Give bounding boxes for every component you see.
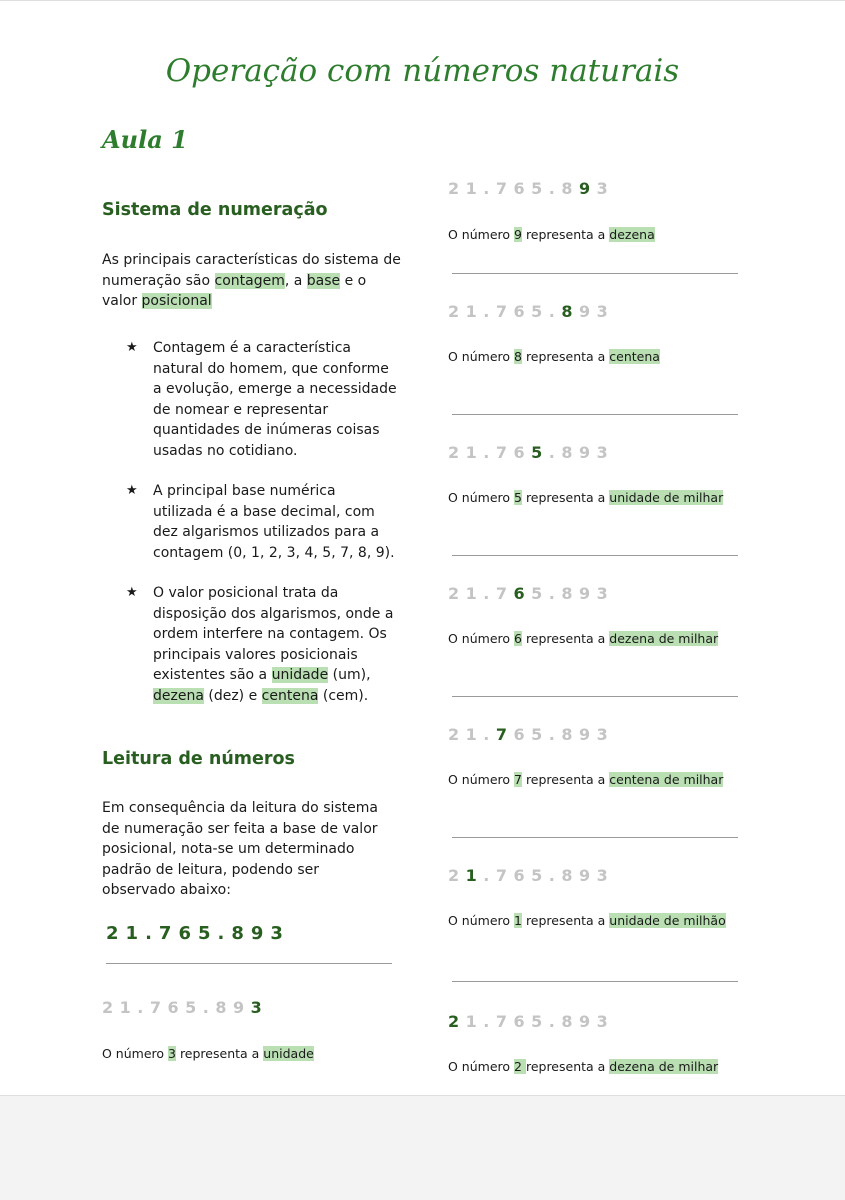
highlight-position-label: unidade [263,1046,314,1061]
digit: 7 [149,998,168,1017]
divider [452,837,738,838]
highlight-digit: 2 [514,1059,526,1074]
highlight-position-label: dezena de milhar [609,1059,719,1074]
digit: 7 [495,725,514,744]
position-description [448,349,660,364]
section-heading-reading: Leitura de números [102,749,295,769]
digit-separator: . [483,584,496,603]
digit: 2 [448,584,466,603]
digit: 2 [448,1012,466,1031]
digit: 5 [531,866,549,885]
full-number [106,923,290,944]
digit: 7 [495,443,514,462]
position-description [448,227,655,242]
digit: 3 [596,1012,615,1031]
digit: 1 [465,179,484,198]
divider [106,963,392,964]
digit: 3 [596,866,615,885]
intro-paragraph [102,250,402,312]
digit: 3 [596,584,615,603]
number-display [448,866,614,885]
digit-separator: . [483,1012,496,1031]
highlight-unidade: unidade [271,667,329,684]
digit: 5 [531,443,549,462]
digit: 2 [448,179,466,198]
bullet-text-part: (cem). [318,687,369,704]
digit: 9 [579,443,597,462]
digit: 6 [513,584,532,603]
digit: 5 [197,923,218,944]
phrase-text: representa a [521,349,610,364]
digit: 2 [448,443,466,462]
digit: 7 [495,584,514,603]
highlight-digit: 9 [514,227,522,242]
position-description [448,490,723,505]
number-display [448,302,614,321]
number-display [448,179,614,198]
bullet-text [153,583,398,707]
digit: 2 [106,923,126,944]
divider [452,696,738,697]
number-display [448,443,614,462]
number-display [448,1012,614,1031]
phrase-text: O número [448,631,515,646]
digit: 1 [125,923,146,944]
phrase-text: O número [448,772,515,787]
highlight-position-label: centena [609,349,660,364]
digit: 1 [465,725,484,744]
highlight-posicional: posicional [141,293,212,310]
phrase-text: representa a [521,772,610,787]
digit: 3 [596,443,615,462]
digit: 9 [579,866,597,885]
highlight-digit: 1 [514,913,522,928]
digit: 7 [495,1012,514,1031]
divider [452,273,738,274]
highlight-position-label: centena de milhar [609,772,724,787]
phrase-text: representa a [521,490,610,505]
highlight-digit: 6 [514,631,522,646]
bullet-item [126,338,397,462]
number-display [102,998,268,1017]
highlight-dezena: dezena [153,687,204,704]
digit: 7 [158,923,179,944]
digit: 9 [579,725,597,744]
digit: 5 [531,179,549,198]
phrase-text: representa a [521,631,610,646]
digit: 6 [178,923,198,944]
digit: 9 [579,179,597,198]
digit: 8 [561,179,579,198]
star-icon: ★ [126,483,138,498]
digit-separator: . [548,179,562,198]
bullet-text-part: (um), [328,667,371,684]
digit-separator: . [483,725,496,744]
digit-separator: . [548,443,562,462]
digit: 9 [579,1012,597,1031]
digit-separator: . [137,998,150,1017]
digit: 2 [448,866,466,885]
digit-separator: . [548,866,562,885]
digit: 1 [465,584,484,603]
highlight-digit: 8 [514,349,522,364]
digit: 1 [465,443,484,462]
digit: 3 [270,923,290,944]
digit-separator: . [217,923,232,944]
divider [452,555,738,556]
phrase-text: representa a [521,913,610,928]
digit-separator: . [483,866,496,885]
highlight-digit: 5 [514,490,522,505]
digit-separator: . [548,725,562,744]
bullet-text: A principal base numérica utilizada é a base decimal, com dez algarismos utilizados para a contagem (0, 1, 2, 3, 4, 5, 7, 8, 9). [153,483,395,561]
bullet-text: Contagem é a característica natural do homem, que conforme a evolução, emerge a necessidade de nomear e representar quantidades de inúmeras coisas usadas no cotidiano. [153,340,397,459]
digit: 1 [119,998,138,1017]
phrase-text: O número [448,913,515,928]
number-display [448,725,614,744]
digit: 5 [185,998,203,1017]
digit: 3 [596,302,615,321]
divider [452,414,738,415]
bullet-text-part: O valor posicional trata da disposição dos algarismos, onde a ordem interfere na contagem. Os principais valores posicionais existentes são a [153,585,394,684]
digit: 1 [465,302,484,321]
section-heading-numeration: Sistema de numeração [102,200,328,220]
digit-separator: . [483,443,496,462]
digit: 2 [102,998,120,1017]
position-description [448,631,718,646]
digit: 6 [513,179,532,198]
divider [452,981,738,982]
digit: 5 [531,584,549,603]
digit-separator: . [548,1012,562,1031]
number-display [448,584,614,603]
digit: 7 [495,179,514,198]
digit: 1 [465,1012,484,1031]
digit: 3 [596,179,615,198]
digit: 6 [513,1012,532,1031]
digit: 7 [495,866,514,885]
lesson-label: Aula 1 [102,125,188,154]
page-title: Operação com números naturais [165,53,680,89]
digit: 7 [495,302,514,321]
position-description [448,772,723,787]
highlight-position-label: unidade de milhão [609,913,726,928]
digit: 8 [561,866,579,885]
digit: 8 [561,443,579,462]
position-description [448,913,726,928]
digit: 5 [531,302,549,321]
digit: 6 [167,998,186,1017]
phrase-text: O número [448,1059,515,1074]
phrase-text: O número [448,490,515,505]
digit: 5 [531,725,549,744]
intro-text: e o valor [102,272,367,310]
digit: 1 [465,866,484,885]
phrase-text: O número [448,227,515,242]
highlight-digit: 3 [168,1046,176,1061]
position-description [102,1046,314,1061]
bullet-text-part: (dez) e [203,687,262,704]
digit-separator: . [548,584,562,603]
digit-separator: . [548,302,562,321]
digit: 6 [513,302,532,321]
digit: 8 [561,584,579,603]
digit: 3 [250,998,269,1017]
digit-separator: . [145,923,159,944]
intro-text: As principais características do sistema de numeração são [102,252,401,289]
digit-separator: . [483,302,496,321]
phrase-text: O número [448,349,515,364]
highlight-base: base [306,272,341,289]
position-description [448,1059,718,1074]
highlight-digit: 7 [514,772,522,787]
digit: 6 [513,725,532,744]
phrase-text: representa a [175,1046,264,1061]
digit: 9 [233,998,251,1017]
digit: 6 [513,443,532,462]
phrase-text: O número [102,1046,169,1061]
digit-separator: . [202,998,216,1017]
phrase-text: representa a [521,227,610,242]
star-icon: ★ [126,340,138,355]
digit: 8 [561,725,579,744]
digit: 6 [513,866,532,885]
highlight-centena: centena [261,687,319,704]
digit: 8 [215,998,233,1017]
star-icon: ★ [126,585,138,600]
highlight-contagem: contagem [214,272,285,289]
intro-text: , a [284,272,307,289]
digit: 8 [231,923,251,944]
highlight-position-label: dezena de milhar [609,631,719,646]
digit: 5 [531,1012,549,1031]
highlight-position-label: unidade de milhar [609,490,724,505]
digit: 8 [561,302,579,321]
reading-paragraph: Em consequência da leitura do sistema de numeração ser feita a base de valor posicional, nota-se um determinado padrão de leitura, podendo ser observado abaixo: [102,800,378,899]
phrase-text: representa a [525,1059,610,1074]
digit: 8 [561,1012,579,1031]
digit: 9 [250,923,271,944]
highlight-position-label: dezena [609,227,655,242]
digit: 2 [448,725,466,744]
bullet-item [126,481,395,563]
bullet-item [126,583,394,707]
digit-separator: . [483,179,496,198]
digit: 9 [579,584,597,603]
digit: 9 [579,302,597,321]
digit: 3 [596,725,615,744]
digit: 2 [448,302,466,321]
